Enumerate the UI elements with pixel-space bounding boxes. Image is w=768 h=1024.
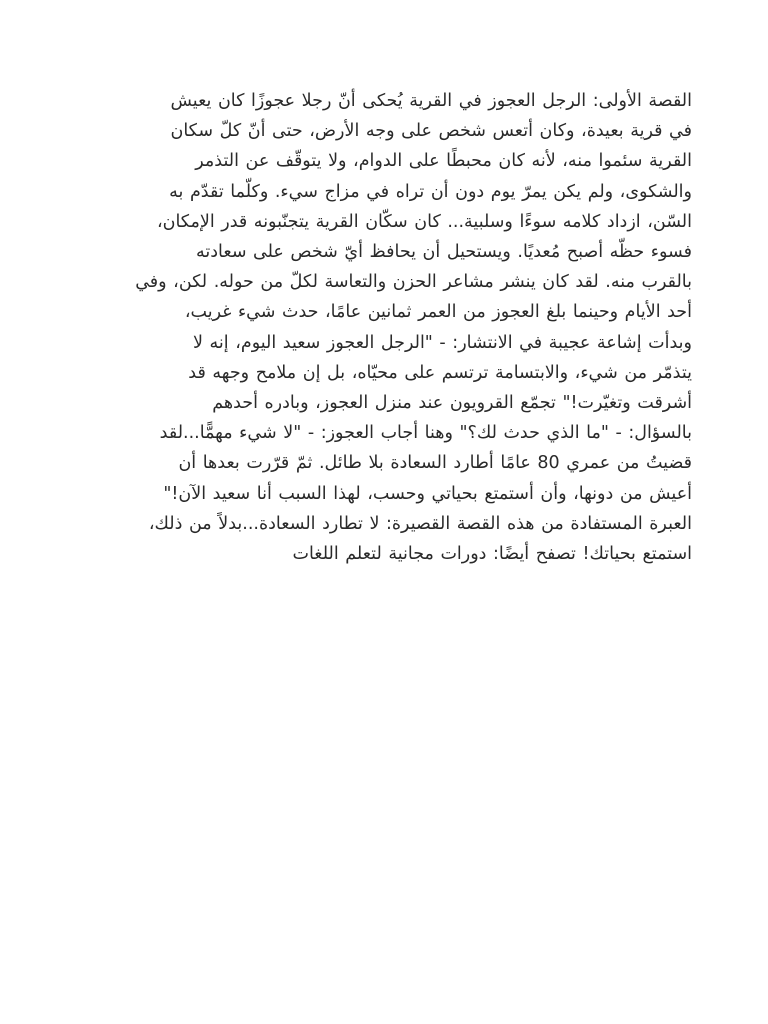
text-line: العبرة المستفادة من هذه القصة القصيرة: لا تطارد السعادة...بدلاً من ذلك، (148, 513, 692, 534)
text-line: قضيتُ من عمري 80 عامًا أطارد السعادة بلا طائل. ثمّ قرّرت بعدها أن (178, 453, 692, 474)
text-line: أشرقت وتغيّرت!" تجمّع القرويون عند منزل العجوز، وبادره أحدهم (212, 393, 692, 414)
text-line: في قرية بعيدة، وكان أتعس شخص على وجه الأرض، حتى أنّ كلّ سكان (170, 121, 692, 142)
text-line: يتذمّر من شيء، والابتسامة ترتسم على محيّاه، بل إن ملامح وجهه قد (188, 362, 692, 383)
text-line: بالسؤال: - "ما الذي حدث لك؟" وهنا أجاب العجوز: - "لا شيء مهمًّا...لقد (159, 423, 692, 444)
text-line: أعيش من دونها، وأن أستمتع بحياتي وحسب، لهذا السبب أنا سعيد الآن!" (163, 483, 692, 504)
text-line: فسوء حظّه أصبح مُعديًا. ويستحيل أن يحافظ أيّ شخص على سعادته (196, 242, 692, 263)
text-line: القرية سئموا منه، لأنه كان محبطًا على الدوام، ولا يتوقّف عن التذمر (195, 151, 692, 172)
text-line: بالقرب منه. لقد كان ينشر مشاعر الحزن والتعاسة لكلّ من حوله. لكن، وفي (135, 272, 692, 293)
text-line: والشكوى، ولم يكن يمرّ يوم دون أن تراه في مزاج سيء. وكلّما تقدّم به (169, 181, 692, 202)
story-text (86, 86, 692, 569)
text-line: استمتع بحياتك! تصفح أيضًا: دورات مجانية لتعلم اللغات (292, 544, 692, 565)
text-line: السّن، ازداد كلامه سوءًا وسلبية... كان سكّان القرية يتجنّبونه قدر الإمكان، (156, 211, 692, 232)
text-line: وبدأت إشاعة عجيبة في الانتشار: - "الرجل العجوز سعيد اليوم، إنه لا (192, 332, 692, 353)
text-line: أحد الأيام وحينما بلغ العجوز من العمر ثمانين عامًا، حدث شيء غريب، (184, 302, 692, 323)
text-line: القصة الأولى: الرجل العجوز في القرية يُحكى أنّ رجلا عجوزًا كان يعيش (170, 91, 692, 111)
